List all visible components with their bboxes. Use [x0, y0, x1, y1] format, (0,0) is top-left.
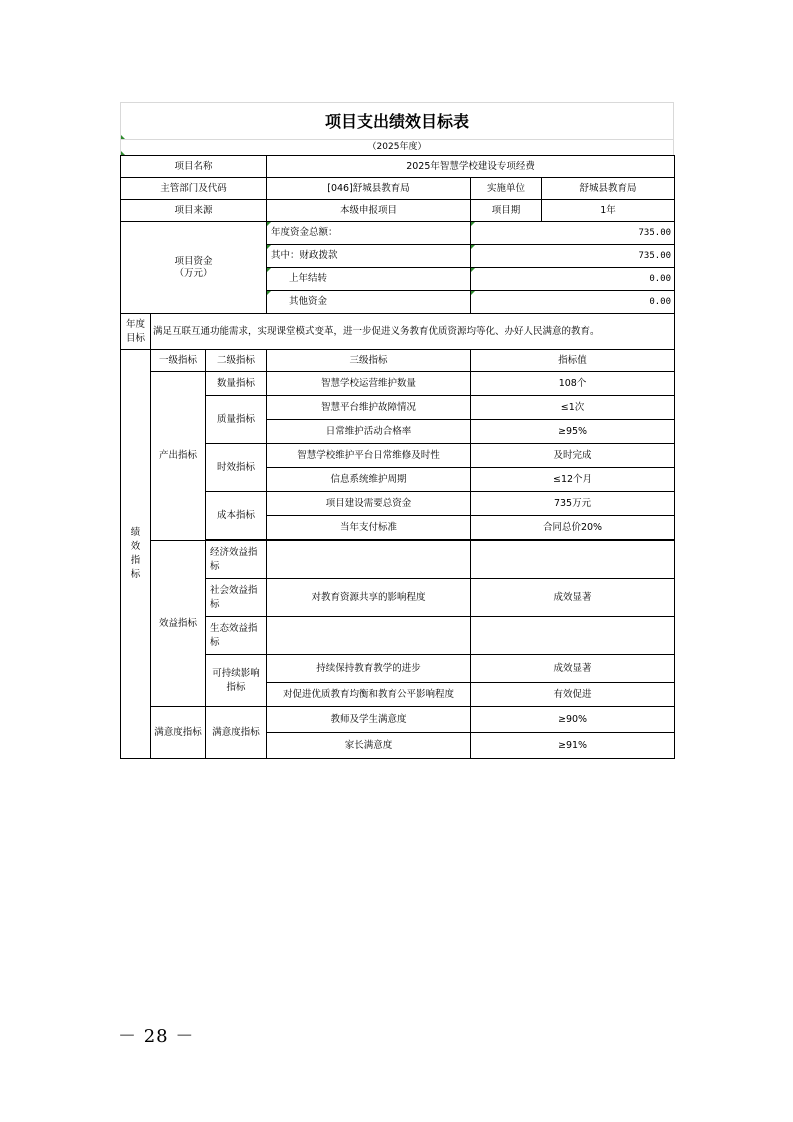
satisfaction-sub-label: 满意度指标	[206, 707, 267, 759]
funds-row-value-text: 0.00	[649, 274, 672, 284]
indicator-value: 合同总价20%	[471, 516, 675, 540]
indicator-name: 持续保持教育教学的进步	[267, 655, 471, 683]
indicator-name: 当年支付标准	[267, 516, 471, 540]
project-name-label: 项目名称	[121, 156, 267, 178]
funds-label	[121, 222, 267, 314]
funds-row-label	[267, 268, 471, 291]
social-label: 社会效益指标	[206, 579, 267, 617]
indicator-name: 智慧学校运营维护数量	[267, 372, 471, 396]
indicator-value: 成效显著	[471, 655, 675, 683]
sheet-year	[120, 139, 674, 155]
row-project-name	[121, 156, 675, 178]
funds-row-label-text: 其中：财政拨款	[271, 250, 338, 261]
row-annual-goal	[121, 314, 675, 350]
indicator-value: 及时完成	[471, 444, 675, 468]
indicator-name: 对教育资源共享的影响程度	[267, 579, 471, 617]
row-source	[121, 200, 675, 222]
impl-value: 舒城县教育局	[542, 178, 675, 200]
header-l2: 二级指标	[206, 350, 267, 372]
funds-row-value-text: 735.00	[638, 228, 672, 238]
indicator-name	[267, 541, 471, 579]
header-l3: 三级指标	[267, 350, 471, 372]
perf-label: 绩效指标	[121, 350, 151, 759]
page-number: － 28 －	[118, 1026, 195, 1047]
indicator-value: ≥90%	[471, 707, 675, 733]
sheet-title	[120, 102, 674, 139]
row-funds-total	[121, 222, 675, 245]
funds-row-label	[267, 245, 471, 268]
header-l1: 一级指标	[151, 350, 206, 372]
indicator-name: 信息系统维护周期	[267, 468, 471, 492]
goal-text: 满足互联互通功能需求，实现课堂模式变革，进一步促进义务教育优质资源均等化、办好人民满意的教育。	[151, 314, 675, 350]
indicator-name: 智慧学校维护平台日常维修及时性	[267, 444, 471, 468]
dept-label: 主管部门及代码	[121, 178, 267, 200]
impl-label: 实施单位	[471, 178, 542, 200]
satisfaction-label: 满意度指标	[151, 707, 206, 759]
indicator-value: 有效促进	[471, 683, 675, 707]
indicator-value: ≥91%	[471, 733, 675, 759]
row-dept	[121, 178, 675, 200]
cell-marker-icon	[267, 245, 271, 249]
indicator-name: 对促进优质教育均衡和教育公平影响程度	[267, 683, 471, 707]
indicator-value: 735万元	[471, 492, 675, 516]
header-value: 指标值	[471, 350, 675, 372]
row-economic	[121, 541, 675, 579]
output-label: 产出指标	[151, 372, 206, 541]
quantity-label: 数量指标	[206, 372, 267, 396]
indicator-name: 日常维护活动合格率	[267, 420, 471, 444]
indicator-value	[471, 541, 675, 579]
economic-label: 经济效益指标	[206, 541, 267, 579]
funds-row-value	[471, 268, 675, 291]
goal-label: 年度目标	[121, 314, 151, 350]
row-quantity	[121, 372, 675, 396]
funds-label-line2: （万元）	[174, 267, 213, 279]
indicator-value: 108个	[471, 372, 675, 396]
cell-marker-icon	[121, 151, 125, 155]
title-text: 项目支出绩效目标表	[324, 112, 469, 131]
indicator-name: 智慧平台维护故障情况	[267, 396, 471, 420]
project-name-value: 2025年智慧学校建设专项经费	[267, 156, 675, 178]
indicator-value: 成效显著	[471, 579, 675, 617]
source-label: 项目来源	[121, 200, 267, 222]
indicator-name	[267, 617, 471, 655]
indicator-value: ≤12个月	[471, 468, 675, 492]
funds-row-value	[471, 222, 675, 245]
indicator-value: ≥95%	[471, 420, 675, 444]
indicator-name: 项目建设需要总资金	[267, 492, 471, 516]
funds-row-label	[267, 222, 471, 245]
row-perf-header	[121, 350, 675, 372]
dept-value: [046]舒城县教育局	[267, 178, 471, 200]
period-label: 项目期	[471, 200, 542, 222]
ecological-label: 生态效益指标	[206, 617, 267, 655]
row-satisfaction-1	[121, 707, 675, 733]
performance-table	[120, 155, 675, 759]
cell-marker-icon	[471, 222, 475, 226]
quality-label: 质量指标	[206, 396, 267, 444]
cell-marker-icon	[471, 245, 475, 249]
indicator-value: ≤1次	[471, 396, 675, 420]
cell-marker-icon	[267, 268, 271, 272]
funds-row-value-text: 0.00	[649, 297, 672, 307]
cell-marker-icon	[267, 291, 271, 295]
funds-row-label	[267, 291, 471, 314]
funds-row-value-text: 735.00	[638, 251, 672, 261]
funds-row-label-text: 年度资金总额：	[271, 227, 338, 238]
cell-marker-icon	[267, 222, 271, 226]
timeliness-label: 时效指标	[206, 444, 267, 492]
benefit-label: 效益指标	[151, 541, 206, 707]
sustainable-label: 可持续影响指标	[206, 655, 267, 707]
indicator-value	[471, 617, 675, 655]
cell-marker-icon	[471, 268, 475, 272]
indicator-name: 家长满意度	[267, 733, 471, 759]
performance-target-sheet	[120, 102, 674, 759]
funds-row-label-text: 上年结转	[289, 273, 328, 284]
source-value: 本级申报项目	[267, 200, 471, 222]
funds-row-value	[471, 245, 675, 268]
funds-row-label-text: 其他资金	[289, 296, 328, 307]
cost-label: 成本指标	[206, 492, 267, 540]
cell-marker-icon	[471, 291, 475, 295]
indicator-name: 教师及学生满意度	[267, 707, 471, 733]
funds-row-value	[471, 291, 675, 314]
funds-label-line1: 项目资金	[174, 255, 213, 267]
year-text: （2025年度）	[367, 142, 427, 152]
period-value: 1年	[542, 200, 675, 222]
